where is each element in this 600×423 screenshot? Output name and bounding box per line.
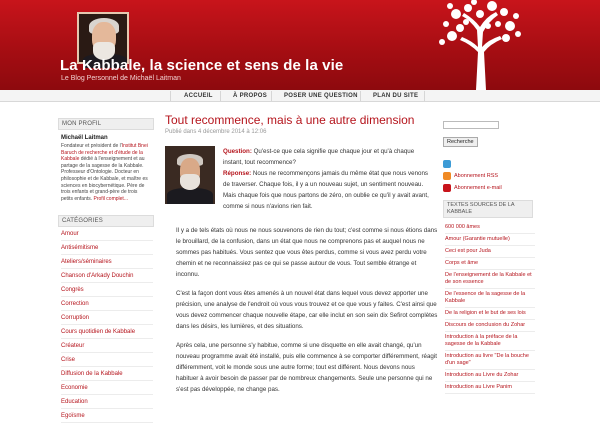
- post-paragraph: Il y a de tels états où nous ne nous souvenons de rien du tout; c'est comme si nous étions dans le brouillard, de la confusion, dans un état que nous ne comprenons pas et auquel nous ne sommes pas habitués. Vous sentez que vous êtes perdus, comme si vous avez perdu votre chemin et ne reconnaissiez pas ce qui se passe autour de vous. Tout semble étrange et inconnu.: [176, 227, 438, 278]
- rss-label: Abonnement RSS: [454, 173, 499, 179]
- source-text-link[interactable]: Introduction au Livre du Zohar: [445, 370, 535, 382]
- answer-text: Nous ne recommençons jamais du même état que nous venons de traverser. Chaque fois, il y a un nouveau sujet, un sentiment nouveau. Mais chaque fois que nous partons de zéro, on oublie ce qu'il y avait avant, comme si nous n'avions rien fait.: [223, 170, 429, 210]
- category-link[interactable]: Egoïsme: [61, 409, 153, 423]
- feed-links: [443, 158, 533, 194]
- categories-list: [61, 227, 154, 423]
- category-link[interactable]: Economie: [61, 381, 153, 395]
- rss-link[interactable]: [443, 170, 533, 182]
- category-link[interactable]: Education: [61, 395, 153, 409]
- nav-divider: [170, 91, 171, 101]
- category-link[interactable]: Chanson d'Arkady Douchin: [61, 269, 153, 283]
- source-texts-heading: TEXTES SOURCES DE LA KABBALE: [443, 200, 533, 218]
- nav-divider: [424, 91, 425, 101]
- source-text-link[interactable]: De l'enseignement de la Kabbale et de son essence: [445, 270, 535, 289]
- category-link[interactable]: Crise: [61, 353, 153, 367]
- category-link[interactable]: Correction: [61, 297, 153, 311]
- category-link[interactable]: Diffusion de la Kabbale: [61, 367, 153, 381]
- twitter-icon: [443, 160, 451, 168]
- left-sidebar: [58, 118, 154, 423]
- post-paragraph: C'est la façon dont vous êtes amenés à un nouvel état dans lequel vous devez apporter une précision, une analyse de l'endroit où vous vous trouvez et ce que vous y faites. C'est ainsi que vous devez commencer chaque nouvelle étape, car elle inclut en son sein dix Sefirot complètes dans les désirs, les lumières, et des situations.: [176, 290, 438, 330]
- post-paragraph: Après cela, une personne s'y habitue, comme si une disquette en elle avait changé, qu'un nouveau programme avait été installé, puis elle commence à se comporter différemment, réagit différemment, voit le monde sous une autre forme; tout est différent. Nous devons nous habituer à avoir besoin de passer par de nombreux changements. Seule une personne qui ne s'est pas développée, ne change pas.: [176, 342, 437, 393]
- category-link[interactable]: Amour: [61, 227, 153, 241]
- profile-name: Michaël Laitman: [61, 135, 108, 141]
- category-link[interactable]: Congrès: [61, 283, 153, 297]
- source-text-link[interactable]: Amour (Garantie mutuelle): [445, 234, 535, 246]
- main-nav: [0, 90, 600, 102]
- source-text-link[interactable]: De l'essence de la sagesse de la Kabbale: [445, 289, 535, 308]
- category-link[interactable]: Ateliers/séminaires: [61, 255, 153, 269]
- profile-bio: [61, 143, 149, 202]
- nav-divider: [271, 91, 272, 101]
- nav-item-accueil[interactable]: ACCUEIL: [184, 93, 213, 99]
- question-label: Question:: [223, 148, 252, 155]
- post-title[interactable]: Tout recommence, mais à une autre dimension: [165, 113, 415, 127]
- category-link[interactable]: Corruption: [61, 311, 153, 325]
- post-question: [223, 146, 430, 212]
- nav-item-plan-du-site[interactable]: PLAN DU SITE: [373, 93, 419, 99]
- category-link[interactable]: Créateur: [61, 339, 153, 353]
- category-link[interactable]: Cours quotidien de Kabbale: [61, 325, 153, 339]
- profile-bio-text: dédié à l'enseignement et au partage de la sagesse de la Kabbale. Professeur d'Ontologie. Docteur en philosophie et de Kabbale, et maître es sciences en biocybernétique. Père de trois enfants et grand-père de trois petits enfants.: [61, 156, 148, 202]
- post-meta: Publié dans 4 décembre 2014 à 12:06: [165, 129, 267, 135]
- tree-logo-icon: [430, 0, 530, 90]
- question-text: Qu'est-ce que cela signifie que chaque jour et qu'à chaque instant, tout recommence?: [223, 148, 415, 166]
- rss-icon: [443, 172, 451, 180]
- email-subscribe-link[interactable]: [443, 182, 533, 194]
- institute-link[interactable]: Institut Bnei Baruch de recherche et d'étude de la Kabbale: [61, 143, 148, 163]
- search-input[interactable]: [443, 121, 499, 129]
- category-link[interactable]: Antisémitisme: [61, 241, 153, 255]
- answer-label: Réponse:: [223, 170, 252, 177]
- profile-heading: MON PROFIL: [58, 118, 154, 130]
- right-sidebar: [443, 116, 533, 394]
- source-text-link[interactable]: Ceci est pour Juda: [445, 246, 535, 258]
- source-text-link[interactable]: Corps et âme: [445, 258, 535, 270]
- source-text-link[interactable]: 600 000 âmes: [445, 222, 535, 234]
- email-icon: [443, 184, 451, 192]
- nav-divider: [220, 91, 221, 101]
- full-profile-link[interactable]: Profil complet...: [93, 195, 128, 202]
- source-text-link[interactable]: Discours de conclusion du Zohar: [445, 320, 535, 332]
- site-title[interactable]: La Kabbale, la science et sens de la vie: [60, 57, 344, 74]
- post-photo: [165, 146, 215, 204]
- source-text-link[interactable]: De la religion et le but de ses lois: [445, 308, 535, 320]
- profile-bio-text: Fondateur et président de l': [61, 143, 122, 149]
- source-text-link[interactable]: Introduction au Livre Panim: [445, 382, 535, 394]
- search-button[interactable]: Recherche: [443, 137, 478, 147]
- site-tagline: Le Blog Personnel de Michaël Laitman: [61, 75, 181, 82]
- nav-divider: [360, 91, 361, 101]
- categories-heading: CATÉGORIES: [58, 215, 154, 227]
- source-text-link[interactable]: Introduction au livre "De la bouche d'un sage": [445, 351, 535, 370]
- source-text-link[interactable]: Introduction à la préface de la sagesse de la Kabbale: [445, 332, 535, 351]
- source-texts-list: [445, 222, 533, 394]
- twitter-link[interactable]: [443, 158, 533, 170]
- post-article: [165, 110, 438, 393]
- nav-item-poser-une-question[interactable]: POSER UNE QUESTION: [284, 93, 358, 99]
- email-label: Abonnement e-mail: [454, 185, 502, 191]
- nav-item-a-propos[interactable]: À PROPOS: [233, 93, 268, 99]
- site-header: [0, 0, 600, 90]
